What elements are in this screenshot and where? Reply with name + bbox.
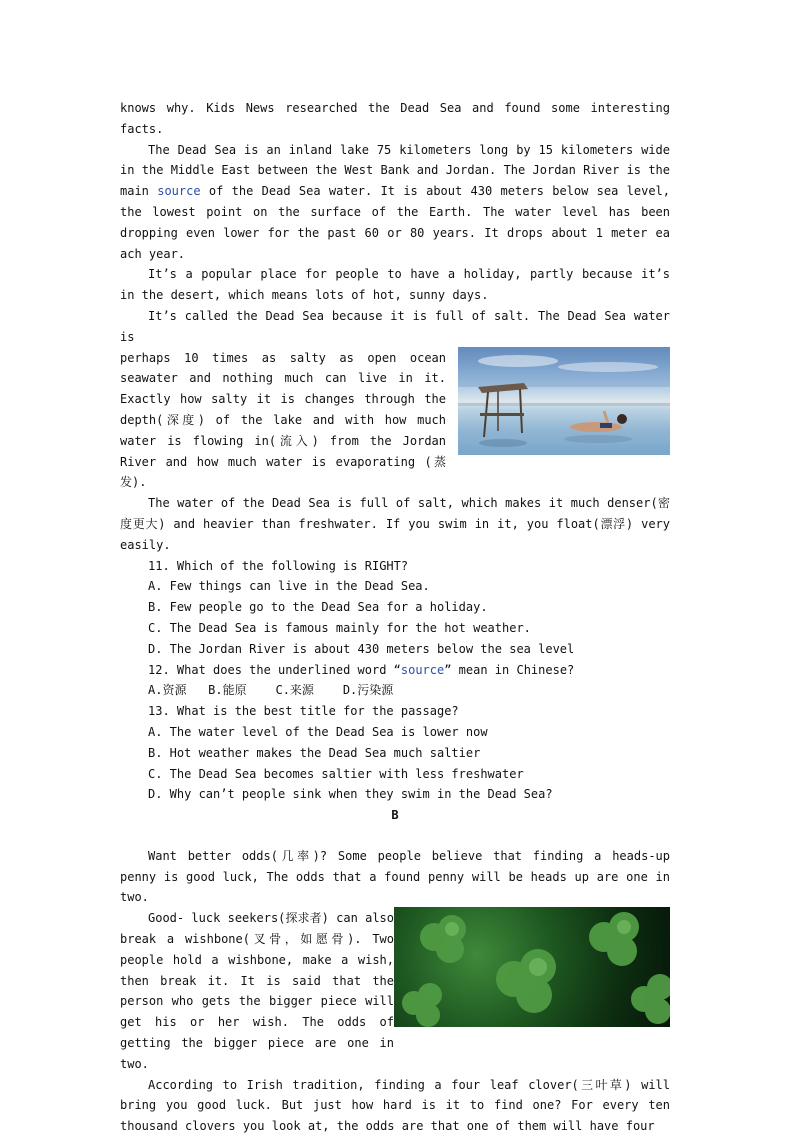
underlined-word-source: source: [157, 184, 201, 199]
paragraph-salt-wrap: perhaps 10 times as salty as open ocean seawater and nothing much can live in it. Exactly how salty it is changes through the depth(深度) of the lake and with how much water is flowing in(流入) from the Jordan River and how much water is evaporating (蒸发).: [120, 350, 446, 490]
paragraph-salt-first-line: It’s called the Dead Sea because it is full of salt. The Dead Sea water is: [120, 308, 670, 344]
paragraph-location: The Dead Sea is an inland lake 75 kilometers long by 15 kilometers wide in the Middle East between the West Bank and Jordan. The Jordan River is the main source of the Dead Sea water. It is about 430 meters below sea level, the lowest point on the surface of the Earth. The water level has been dropping even lower for the past 60 or 80 years. It drops about 1 meter ea ach year.: [120, 142, 671, 261]
clover-photo: [394, 907, 670, 1027]
question-12: 12. What does the underlined word “source” mean in Chinese?: [148, 662, 575, 677]
dead-sea-photo-drawing: [458, 347, 670, 455]
q13-option-b: B. Hot weather makes the Dead Sea much saltier: [148, 745, 481, 760]
q13-option-c: C. The Dead Sea becomes saltier with less freshwater: [148, 766, 524, 781]
paragraph-wishbone: Good- luck seekers(探求者) can also break a wishbone(叉骨，如愿骨). Two people hold a wishbone, make a wish, then break it. It is said that the person who gets the bigger piece will get his or her wish. The odds of getting the bigger piece are one in two.: [120, 911, 394, 1071]
document-page: [120, 98, 670, 1137]
q11-option-a: A. Few things can live in the Dead Sea.: [148, 579, 430, 594]
paragraph-clover: According to Irish tradition, finding a four leaf clover(三叶草) will bring you good luck. But just how hard is it to find one? For every ten thousand clovers you look at, the odds are that one of them will have four: [120, 1077, 670, 1134]
q12-options: A.资源 B.能原 C.来源 D.污染源: [148, 683, 394, 698]
paragraph-density: The water of the Dead Sea is full of salt, which makes it much denser(密度更大) and heavier than freshwater. If you swim in it, you float(漂浮) very easily.: [120, 496, 670, 552]
question-13: 13. What is the best title for the passage?: [148, 704, 459, 719]
clover-photo-drawing: [394, 907, 670, 1027]
q13-option-a: A. The water level of the Dead Sea is lower now: [148, 724, 488, 739]
q13-option-d: D. Why can’t people sink when they swim in the Dead Sea?: [148, 787, 553, 802]
q11-option-b: B. Few people go to the Dead Sea for a holiday.: [148, 600, 488, 615]
salt-wrap-block: [120, 348, 670, 494]
dead-sea-photo: [458, 347, 670, 455]
paragraph-odds: Want better odds(几率)? Some people believe that finding a heads-up penny is good luck, The odds that a found penny will be heads up are one in two.: [120, 848, 670, 905]
q11-option-c: C. The Dead Sea is famous mainly for the hot weather.: [148, 620, 531, 635]
q12-word-source: source: [400, 662, 445, 677]
question-11: 11. Which of the following is RIGHT?: [148, 558, 409, 573]
q11-option-d: D. The Jordan River is about 430 meters below the sea level: [148, 641, 575, 656]
spacer: [120, 826, 670, 846]
wishbone-wrap-block: [120, 908, 670, 1074]
paragraph-intro: knows why. Kids News researched the Dead Sea and found some interesting facts.: [120, 101, 670, 136]
paragraph-holiday: It’s a popular place for people to have a holiday, partly because it’s in the desert, which means lots of hot, sunny days.: [120, 267, 670, 303]
section-heading-b: B: [391, 808, 399, 823]
